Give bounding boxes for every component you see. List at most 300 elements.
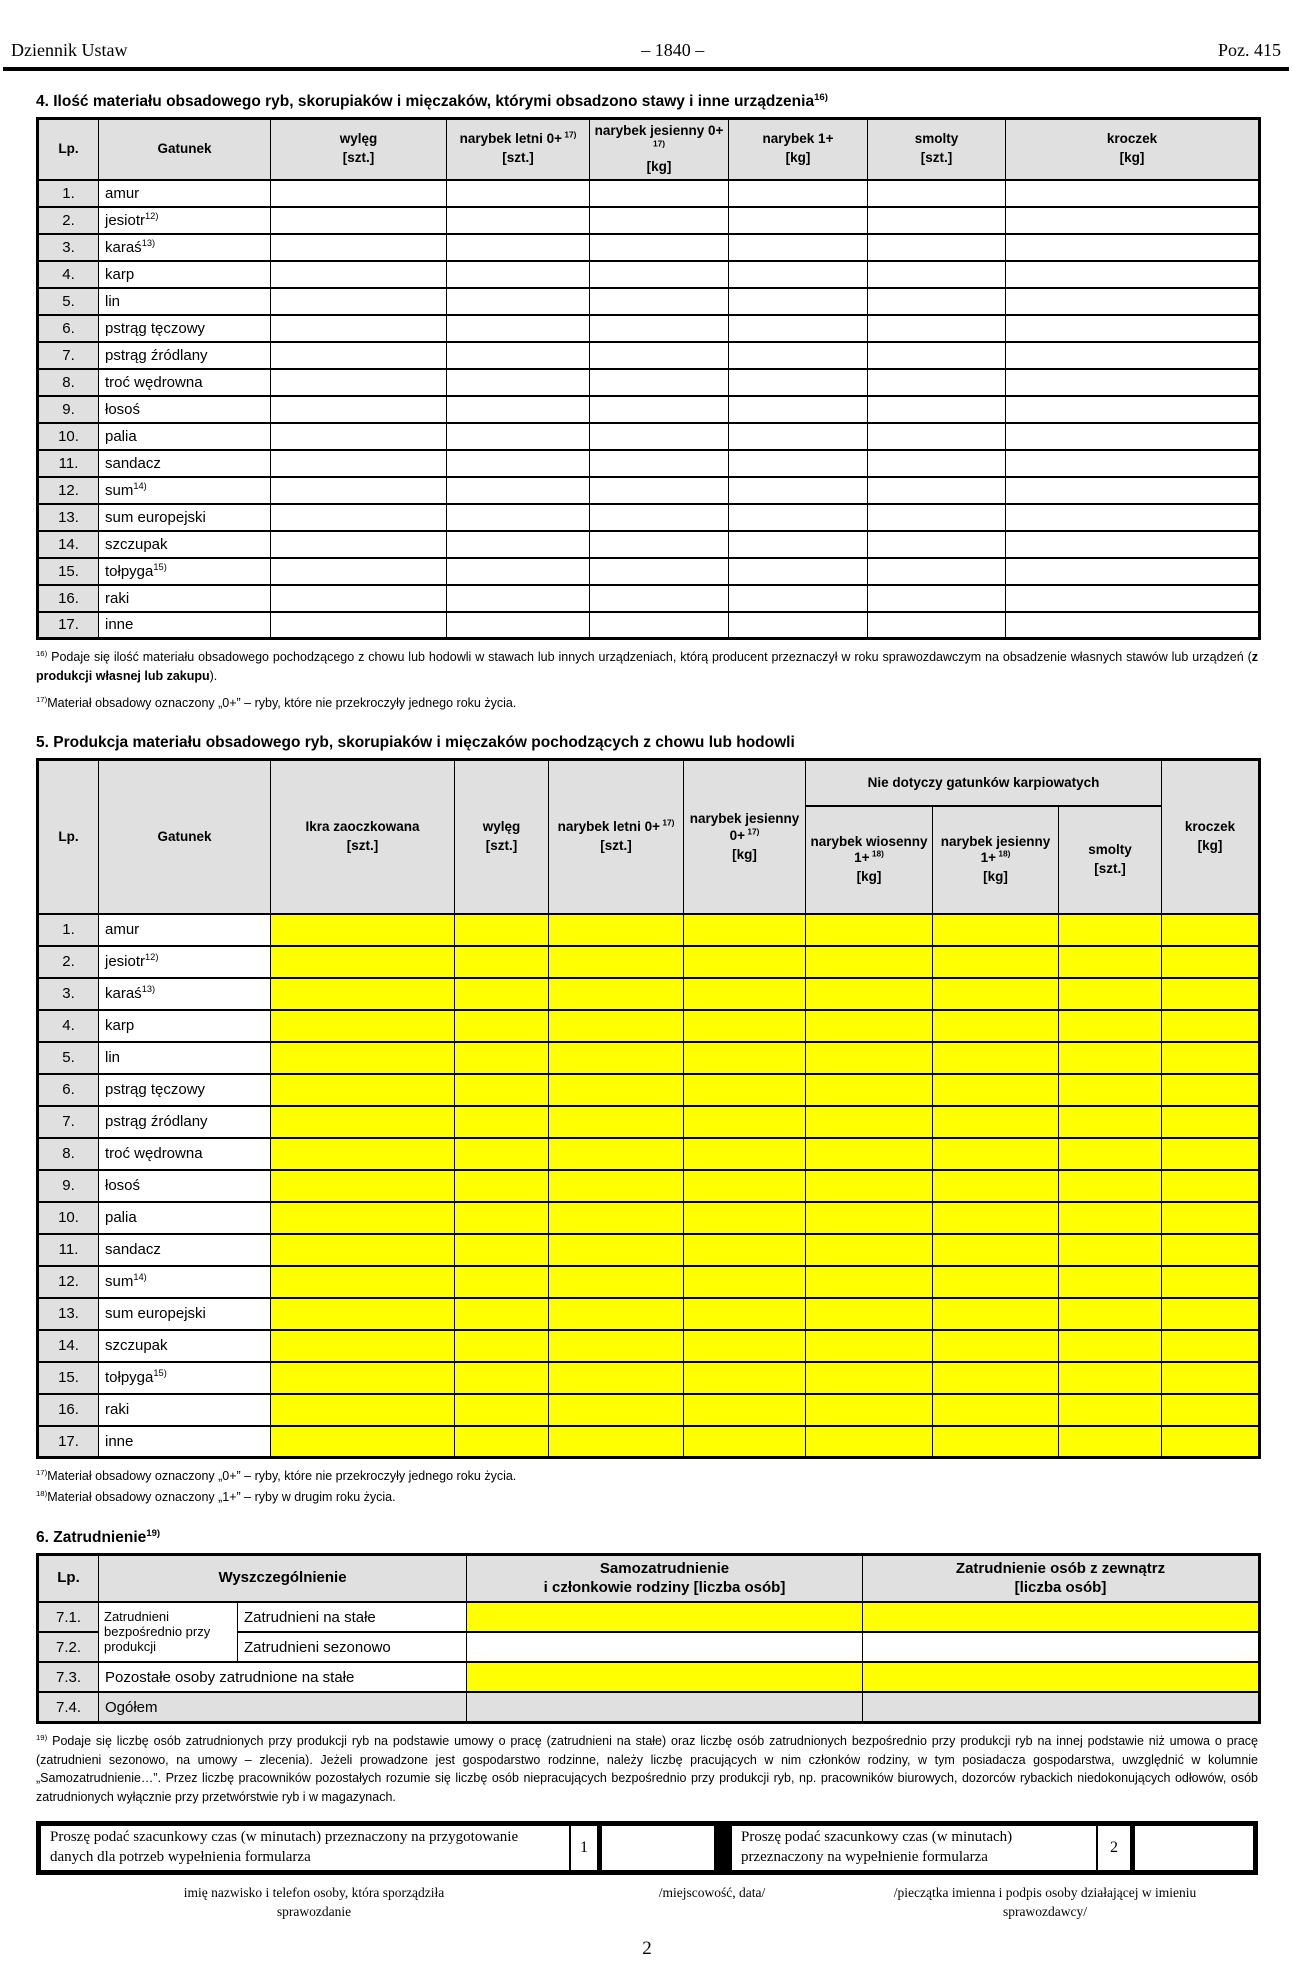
stocking-input-cell[interactable] <box>590 585 729 612</box>
production-input-cell[interactable] <box>806 1330 933 1362</box>
time-box-1-input[interactable] <box>602 1826 714 1870</box>
species-name: jesiotr$^{12)}$ <box>99 946 271 978</box>
stocking-input-cell[interactable] <box>447 504 590 531</box>
production-input-cell[interactable] <box>1059 1106 1162 1138</box>
production-input-cell[interactable] <box>1059 1202 1162 1234</box>
production-input-cell[interactable] <box>684 946 806 978</box>
table4-col-4-label: narybek jesienny 0+ $^{17)}$ <box>594 123 724 149</box>
production-input-cell[interactable] <box>933 1426 1059 1458</box>
journal-position: Poz. 415 <box>1217 40 1281 60</box>
production-input-cell[interactable] <box>806 1170 933 1202</box>
stocking-input-cell[interactable] <box>1006 477 1260 504</box>
table-row <box>38 180 1260 207</box>
stocking-input-cell[interactable] <box>271 558 447 585</box>
production-input-cell[interactable] <box>1162 1234 1260 1266</box>
production-input-cell[interactable] <box>271 1202 455 1234</box>
production-input-cell[interactable] <box>1162 1010 1260 1042</box>
production-input-cell[interactable] <box>933 1266 1059 1298</box>
species-name: łosoś <box>99 396 271 423</box>
production-input-cell[interactable] <box>684 1106 806 1138</box>
stocking-input-cell[interactable] <box>1006 531 1260 558</box>
stocking-input-cell[interactable] <box>447 369 590 396</box>
production-input-cell[interactable] <box>549 1074 684 1106</box>
footnote-17-marker: 17) <box>36 694 48 704</box>
table5-col-3-label: wylęg <box>482 819 521 835</box>
production-input-cell[interactable] <box>684 1170 806 1202</box>
production-input-cell[interactable] <box>933 1394 1059 1426</box>
production-input-cell[interactable] <box>1059 1170 1162 1202</box>
production-input-cell[interactable] <box>806 1234 933 1266</box>
production-input-cell[interactable] <box>806 1362 933 1394</box>
production-input-cell[interactable] <box>271 1298 455 1330</box>
production-input-cell[interactable] <box>684 1330 806 1362</box>
table-row <box>38 504 1260 531</box>
stocking-input-cell[interactable] <box>868 558 1006 585</box>
stocking-input-cell[interactable] <box>590 477 729 504</box>
production-input-cell[interactable] <box>806 1106 933 1138</box>
production-input-cell[interactable] <box>1162 1298 1260 1330</box>
production-input-cell[interactable] <box>455 978 549 1010</box>
stocking-input-cell[interactable] <box>271 369 447 396</box>
stocking-input-cell[interactable] <box>590 180 729 207</box>
stocking-input-cell[interactable] <box>729 180 868 207</box>
production-input-cell[interactable] <box>1059 914 1162 946</box>
stocking-input-cell[interactable] <box>271 234 447 261</box>
production-input-cell[interactable] <box>806 1266 933 1298</box>
production-input-cell[interactable] <box>455 1298 549 1330</box>
footnote-19: $^{19)}$ Podaje się liczbę osób zatrudnionych przy produkcji ryb na podstawie umowy o pracę (zatrudnieni na stałe) oraz liczbę osób zatrudnionych bezpośrednio przy produkcji ryb na innej podstawie niż umowa o pracę (zatrudnieni sezonowo, na umowy – zlecenia). Jeżeli prowadzone jest gospodarstwo rodzinne, należy liczbę pracujących w nim członków rodziny, w tym posiadacza gospodarstwa, uwzględnić w kolumnie „Samozatrudnienie…”. Przez liczbę pracowników pozostałych rozumie się liczbę osób niepracujących bezpośrednio przy produkcji ryb, np. pracowników biurowych, dozorców rybackich niedokonujących odłowów, osób zatrudnionych wyłącznie przy przetwórstwie ryb i w magazynach. <box>36 1732 1258 1805</box>
stocking-input-cell[interactable] <box>729 234 868 261</box>
stocking-input-cell[interactable] <box>1006 234 1260 261</box>
production-input-cell[interactable] <box>271 1106 455 1138</box>
table-row <box>38 1330 1260 1362</box>
production-input-cell[interactable] <box>684 978 806 1010</box>
production-input-cell[interactable] <box>455 1106 549 1138</box>
production-input-cell[interactable] <box>933 946 1059 978</box>
employment-input-cell[interactable] <box>467 1692 863 1722</box>
stocking-input-cell[interactable] <box>729 423 868 450</box>
stocking-input-cell[interactable] <box>271 342 447 369</box>
stocking-input-cell[interactable] <box>590 450 729 477</box>
production-input-cell[interactable] <box>684 1234 806 1266</box>
production-input-cell[interactable] <box>549 1394 684 1426</box>
table-row <box>38 315 1260 342</box>
production-input-cell[interactable] <box>455 1330 549 1362</box>
time-box-2-input[interactable] <box>1135 1826 1253 1870</box>
stocking-input-cell[interactable] <box>729 477 868 504</box>
table-row <box>38 288 1260 315</box>
stocking-input-cell[interactable] <box>447 315 590 342</box>
stocking-input-cell[interactable] <box>868 261 1006 288</box>
stocking-input-cell[interactable] <box>271 531 447 558</box>
stocking-input-cell[interactable] <box>729 207 868 234</box>
production-input-cell[interactable] <box>1162 1042 1260 1074</box>
row-number: 9. <box>38 396 99 423</box>
stocking-input-cell[interactable] <box>729 585 868 612</box>
stocking-input-cell[interactable] <box>868 288 1006 315</box>
stocking-input-cell[interactable] <box>447 585 590 612</box>
production-input-cell[interactable] <box>549 1042 684 1074</box>
production-input-cell[interactable] <box>806 1074 933 1106</box>
stocking-input-cell[interactable] <box>868 207 1006 234</box>
production-input-cell[interactable] <box>455 1394 549 1426</box>
production-input-cell[interactable] <box>1059 1042 1162 1074</box>
production-input-cell[interactable] <box>1059 1074 1162 1106</box>
production-input-cell[interactable] <box>806 946 933 978</box>
production-input-cell[interactable] <box>684 1298 806 1330</box>
stocking-input-cell[interactable] <box>1006 612 1260 639</box>
row-number: 9. <box>38 1170 99 1202</box>
production-input-cell[interactable] <box>684 1042 806 1074</box>
stocking-input-cell[interactable] <box>868 612 1006 639</box>
stocking-input-cell[interactable] <box>271 450 447 477</box>
stocking-input-cell[interactable] <box>447 450 590 477</box>
production-input-cell[interactable] <box>455 1362 549 1394</box>
stocking-input-cell[interactable] <box>729 261 868 288</box>
table4-col-2-unit: [szt.] <box>342 150 375 166</box>
table6-col-zatrudnienie-zewnatrz: Zatrudnienie osób z zewnątrz [liczba osób] <box>863 1554 1260 1602</box>
production-input-cell[interactable] <box>271 1234 455 1266</box>
stocking-input-cell[interactable] <box>868 504 1006 531</box>
production-input-cell[interactable] <box>806 1042 933 1074</box>
table5-header <box>38 760 1260 914</box>
production-input-cell[interactable] <box>549 1266 684 1298</box>
production-input-cell[interactable] <box>933 1042 1059 1074</box>
table-5-production <box>36 758 1261 1459</box>
stocking-input-cell[interactable] <box>868 234 1006 261</box>
stocking-input-cell[interactable] <box>590 423 729 450</box>
stocking-input-cell[interactable] <box>868 585 1006 612</box>
row-number: 14. <box>38 531 99 558</box>
production-input-cell[interactable] <box>806 1298 933 1330</box>
stocking-input-cell[interactable] <box>868 450 1006 477</box>
production-input-cell[interactable] <box>1162 946 1260 978</box>
stocking-input-cell[interactable] <box>729 531 868 558</box>
production-input-cell[interactable] <box>1059 1426 1162 1458</box>
stocking-input-cell[interactable] <box>590 261 729 288</box>
production-input-cell[interactable] <box>455 1426 549 1458</box>
table-row <box>38 1234 1260 1266</box>
production-input-cell[interactable] <box>1059 946 1162 978</box>
stocking-input-cell[interactable] <box>1006 423 1260 450</box>
row-number: 7.2. <box>38 1632 99 1662</box>
production-input-cell[interactable] <box>933 1138 1059 1170</box>
production-input-cell[interactable] <box>455 1266 549 1298</box>
production-input-cell[interactable] <box>1162 1138 1260 1170</box>
stocking-input-cell[interactable] <box>868 423 1006 450</box>
stocking-input-cell[interactable] <box>271 315 447 342</box>
row-number: 2. <box>38 207 99 234</box>
table-row <box>38 1266 1260 1298</box>
production-input-cell[interactable] <box>271 1010 455 1042</box>
production-input-cell[interactable] <box>549 1202 684 1234</box>
table4-col-4 <box>590 119 729 180</box>
row-number: 11. <box>38 450 99 477</box>
production-input-cell[interactable] <box>1059 1394 1162 1426</box>
stocking-input-cell[interactable] <box>447 180 590 207</box>
production-input-cell[interactable] <box>271 1074 455 1106</box>
stocking-input-cell[interactable] <box>590 612 729 639</box>
row-number: 7.1. <box>38 1602 99 1632</box>
production-input-cell[interactable] <box>455 946 549 978</box>
stocking-input-cell[interactable] <box>447 234 590 261</box>
stocking-input-cell[interactable] <box>447 261 590 288</box>
species-name: sum$^{14)}$ <box>99 477 271 504</box>
production-input-cell[interactable] <box>549 1362 684 1394</box>
stocking-input-cell[interactable] <box>271 585 447 612</box>
production-input-cell[interactable] <box>806 1394 933 1426</box>
production-input-cell[interactable] <box>684 914 806 946</box>
time-box-2 <box>732 1826 1130 1870</box>
production-input-cell[interactable] <box>549 914 684 946</box>
production-input-cell[interactable] <box>1162 1266 1260 1298</box>
production-input-cell[interactable] <box>271 1362 455 1394</box>
production-input-cell[interactable] <box>271 978 455 1010</box>
stocking-input-cell[interactable] <box>447 531 590 558</box>
production-input-cell[interactable] <box>1059 1298 1162 1330</box>
employment-input-cell[interactable] <box>863 1602 1260 1632</box>
production-input-cell[interactable] <box>549 1170 684 1202</box>
employment-input-cell[interactable] <box>467 1662 863 1692</box>
production-input-cell[interactable] <box>455 1010 549 1042</box>
stocking-input-cell[interactable] <box>1006 396 1260 423</box>
stocking-input-cell[interactable] <box>729 369 868 396</box>
production-input-cell[interactable] <box>1162 1106 1260 1138</box>
species-name: troć wędrowna <box>99 1138 271 1170</box>
production-input-cell[interactable] <box>684 1426 806 1458</box>
production-input-cell[interactable] <box>806 1426 933 1458</box>
employment-input-cell[interactable] <box>863 1662 1260 1692</box>
production-input-cell[interactable] <box>933 978 1059 1010</box>
stocking-input-cell[interactable] <box>729 558 868 585</box>
stocking-input-cell[interactable] <box>1006 207 1260 234</box>
production-input-cell[interactable] <box>271 1426 455 1458</box>
stocking-input-cell[interactable] <box>729 450 868 477</box>
production-input-cell[interactable] <box>455 1138 549 1170</box>
production-input-cell[interactable] <box>1059 1266 1162 1298</box>
stocking-input-cell[interactable] <box>590 315 729 342</box>
stocking-input-cell[interactable] <box>729 504 868 531</box>
stocking-input-cell[interactable] <box>1006 342 1260 369</box>
stocking-input-cell[interactable] <box>1006 558 1260 585</box>
stocking-input-cell[interactable] <box>1006 369 1260 396</box>
production-input-cell[interactable] <box>271 1394 455 1426</box>
stocking-input-cell[interactable] <box>729 315 868 342</box>
table5-col-3-unit: [szt.] <box>485 838 518 854</box>
production-input-cell[interactable] <box>933 914 1059 946</box>
stocking-input-cell[interactable] <box>590 288 729 315</box>
production-input-cell[interactable] <box>806 978 933 1010</box>
section5-title: 5. Produkcja materiału obsadowego ryb, skorupiaków i mięczaków pochodzących z chowu lub hodowli <box>36 734 795 752</box>
production-input-cell[interactable] <box>271 914 455 946</box>
production-input-cell[interactable] <box>1162 978 1260 1010</box>
row-number: 1. <box>38 180 99 207</box>
table4-col-6-label: smolty <box>914 131 959 147</box>
production-input-cell[interactable] <box>549 1138 684 1170</box>
production-input-cell[interactable] <box>684 1266 806 1298</box>
employment-input-cell[interactable] <box>863 1632 1260 1662</box>
stocking-input-cell[interactable] <box>1006 585 1260 612</box>
production-input-cell[interactable] <box>271 1042 455 1074</box>
table5-col-1 <box>99 760 271 914</box>
production-input-cell[interactable] <box>549 1010 684 1042</box>
stocking-input-cell[interactable] <box>271 477 447 504</box>
production-input-cell[interactable] <box>1059 1362 1162 1394</box>
stocking-input-cell[interactable] <box>271 423 447 450</box>
stocking-input-cell[interactable] <box>1006 504 1260 531</box>
stocking-input-cell[interactable] <box>271 288 447 315</box>
species-name: sandacz <box>99 450 271 477</box>
stocking-input-cell[interactable] <box>868 180 1006 207</box>
species-footnote-ref: 13) <box>141 984 156 995</box>
production-input-cell[interactable] <box>1059 1330 1162 1362</box>
stocking-input-cell[interactable] <box>868 342 1006 369</box>
stocking-input-cell[interactable] <box>271 612 447 639</box>
stocking-input-cell[interactable] <box>868 531 1006 558</box>
species-name: sum europejski <box>99 504 271 531</box>
journal-title: Dziennik Ustaw <box>11 40 128 60</box>
stocking-input-cell[interactable] <box>271 207 447 234</box>
production-input-cell[interactable] <box>1059 1234 1162 1266</box>
production-input-cell[interactable] <box>933 1010 1059 1042</box>
stocking-input-cell[interactable] <box>1006 450 1260 477</box>
time-box-2-number: 2 <box>1096 1826 1130 1870</box>
stocking-input-cell[interactable] <box>729 612 868 639</box>
production-input-cell[interactable] <box>1162 1362 1260 1394</box>
stocking-input-cell[interactable] <box>447 396 590 423</box>
production-input-cell[interactable] <box>933 1202 1059 1234</box>
stocking-input-cell[interactable] <box>590 369 729 396</box>
stocking-input-cell[interactable] <box>729 396 868 423</box>
stocking-input-cell[interactable] <box>729 288 868 315</box>
species-footnote-ref: 12) <box>145 952 159 963</box>
row-number: 17. <box>38 1426 99 1458</box>
stocking-input-cell[interactable] <box>447 612 590 639</box>
production-input-cell[interactable] <box>933 1170 1059 1202</box>
production-input-cell[interactable] <box>933 1074 1059 1106</box>
employment-input-cell[interactable] <box>863 1692 1260 1722</box>
production-input-cell[interactable] <box>549 1426 684 1458</box>
production-input-cell[interactable] <box>549 946 684 978</box>
production-input-cell[interactable] <box>549 1234 684 1266</box>
production-input-cell[interactable] <box>1162 1202 1260 1234</box>
production-input-cell[interactable] <box>1162 1426 1260 1458</box>
species-name: inne <box>99 1426 271 1458</box>
production-input-cell[interactable] <box>1162 1170 1260 1202</box>
production-input-cell[interactable] <box>549 978 684 1010</box>
production-input-cell[interactable] <box>806 1138 933 1170</box>
production-input-cell[interactable] <box>806 914 933 946</box>
stocking-input-cell[interactable] <box>447 207 590 234</box>
production-input-cell[interactable] <box>271 1330 455 1362</box>
stocking-input-cell[interactable] <box>447 288 590 315</box>
stocking-input-cell[interactable] <box>590 531 729 558</box>
production-input-cell[interactable] <box>455 1234 549 1266</box>
journal-header <box>3 0 1289 71</box>
production-input-cell[interactable] <box>684 1362 806 1394</box>
table5-col-2 <box>271 760 455 914</box>
production-input-cell[interactable] <box>806 1202 933 1234</box>
stocking-input-cell[interactable] <box>868 315 1006 342</box>
production-input-cell[interactable] <box>549 1330 684 1362</box>
stocking-input-cell[interactable] <box>447 342 590 369</box>
production-input-cell[interactable] <box>455 1042 549 1074</box>
employment-row-label: Zatrudnieni na stałe <box>238 1602 467 1632</box>
production-input-cell[interactable] <box>1162 1074 1260 1106</box>
production-input-cell[interactable] <box>1059 1010 1162 1042</box>
production-input-cell[interactable] <box>933 1106 1059 1138</box>
production-input-cell[interactable] <box>1059 978 1162 1010</box>
employment-input-cell[interactable] <box>467 1602 863 1632</box>
species-name: raki <box>99 585 271 612</box>
stocking-input-cell[interactable] <box>868 477 1006 504</box>
table5-col-6 <box>806 806 933 914</box>
species-name: sum europejski <box>99 1298 271 1330</box>
stocking-input-cell[interactable] <box>590 396 729 423</box>
production-input-cell[interactable] <box>684 1010 806 1042</box>
footnote-16: $^{16)}$ Podaje się ilość materiału obsadowego pochodzącego z chowu lub hodowli w stawach lub innych urządzeniach, którą producent przeznaczył w roku sprawozdawczym na obsadzenie własnych stawów lub urządzeń (z produkcji własnej lub zakupu). <box>36 648 1258 683</box>
stocking-input-cell[interactable] <box>868 369 1006 396</box>
production-input-cell[interactable] <box>455 914 549 946</box>
stocking-input-cell[interactable] <box>590 504 729 531</box>
stocking-input-cell[interactable] <box>868 396 1006 423</box>
production-input-cell[interactable] <box>1059 1138 1162 1170</box>
production-input-cell[interactable] <box>271 946 455 978</box>
production-input-cell[interactable] <box>271 1138 455 1170</box>
production-input-cell[interactable] <box>1162 914 1260 946</box>
stocking-input-cell[interactable] <box>590 558 729 585</box>
employment-input-cell[interactable] <box>467 1632 863 1662</box>
stocking-input-cell[interactable] <box>590 207 729 234</box>
production-input-cell[interactable] <box>271 1266 455 1298</box>
production-input-cell[interactable] <box>684 1138 806 1170</box>
production-input-cell[interactable] <box>549 1298 684 1330</box>
production-input-cell[interactable] <box>933 1234 1059 1266</box>
table-row <box>38 612 1260 639</box>
stocking-input-cell[interactable] <box>1006 180 1260 207</box>
stocking-input-cell[interactable] <box>271 261 447 288</box>
production-input-cell[interactable] <box>684 1074 806 1106</box>
production-input-cell[interactable] <box>933 1330 1059 1362</box>
production-input-cell[interactable] <box>271 1170 455 1202</box>
production-input-cell[interactable] <box>684 1394 806 1426</box>
production-input-cell[interactable] <box>455 1202 549 1234</box>
stocking-input-cell[interactable] <box>271 504 447 531</box>
stocking-input-cell[interactable] <box>447 423 590 450</box>
production-input-cell[interactable] <box>933 1362 1059 1394</box>
stocking-input-cell[interactable] <box>729 342 868 369</box>
production-input-cell[interactable] <box>455 1074 549 1106</box>
production-input-cell[interactable] <box>684 1202 806 1234</box>
stocking-input-cell[interactable] <box>590 342 729 369</box>
production-input-cell[interactable] <box>1162 1394 1260 1426</box>
production-input-cell[interactable] <box>933 1298 1059 1330</box>
table5-col-5-label: narybek jesienny 0+ $^{17)}$ <box>689 810 800 843</box>
stocking-input-cell[interactable] <box>1006 261 1260 288</box>
stocking-input-cell[interactable] <box>447 558 590 585</box>
production-input-cell[interactable] <box>1162 1330 1260 1362</box>
footnote-ref: 18) <box>996 848 1011 859</box>
production-input-cell[interactable] <box>455 1170 549 1202</box>
stocking-input-cell[interactable] <box>447 477 590 504</box>
stocking-input-cell[interactable] <box>271 180 447 207</box>
stocking-input-cell[interactable] <box>1006 315 1260 342</box>
production-input-cell[interactable] <box>806 1010 933 1042</box>
stocking-input-cell[interactable] <box>1006 288 1260 315</box>
stocking-input-cell[interactable] <box>271 396 447 423</box>
stocking-input-cell[interactable] <box>590 234 729 261</box>
production-input-cell[interactable] <box>549 1106 684 1138</box>
